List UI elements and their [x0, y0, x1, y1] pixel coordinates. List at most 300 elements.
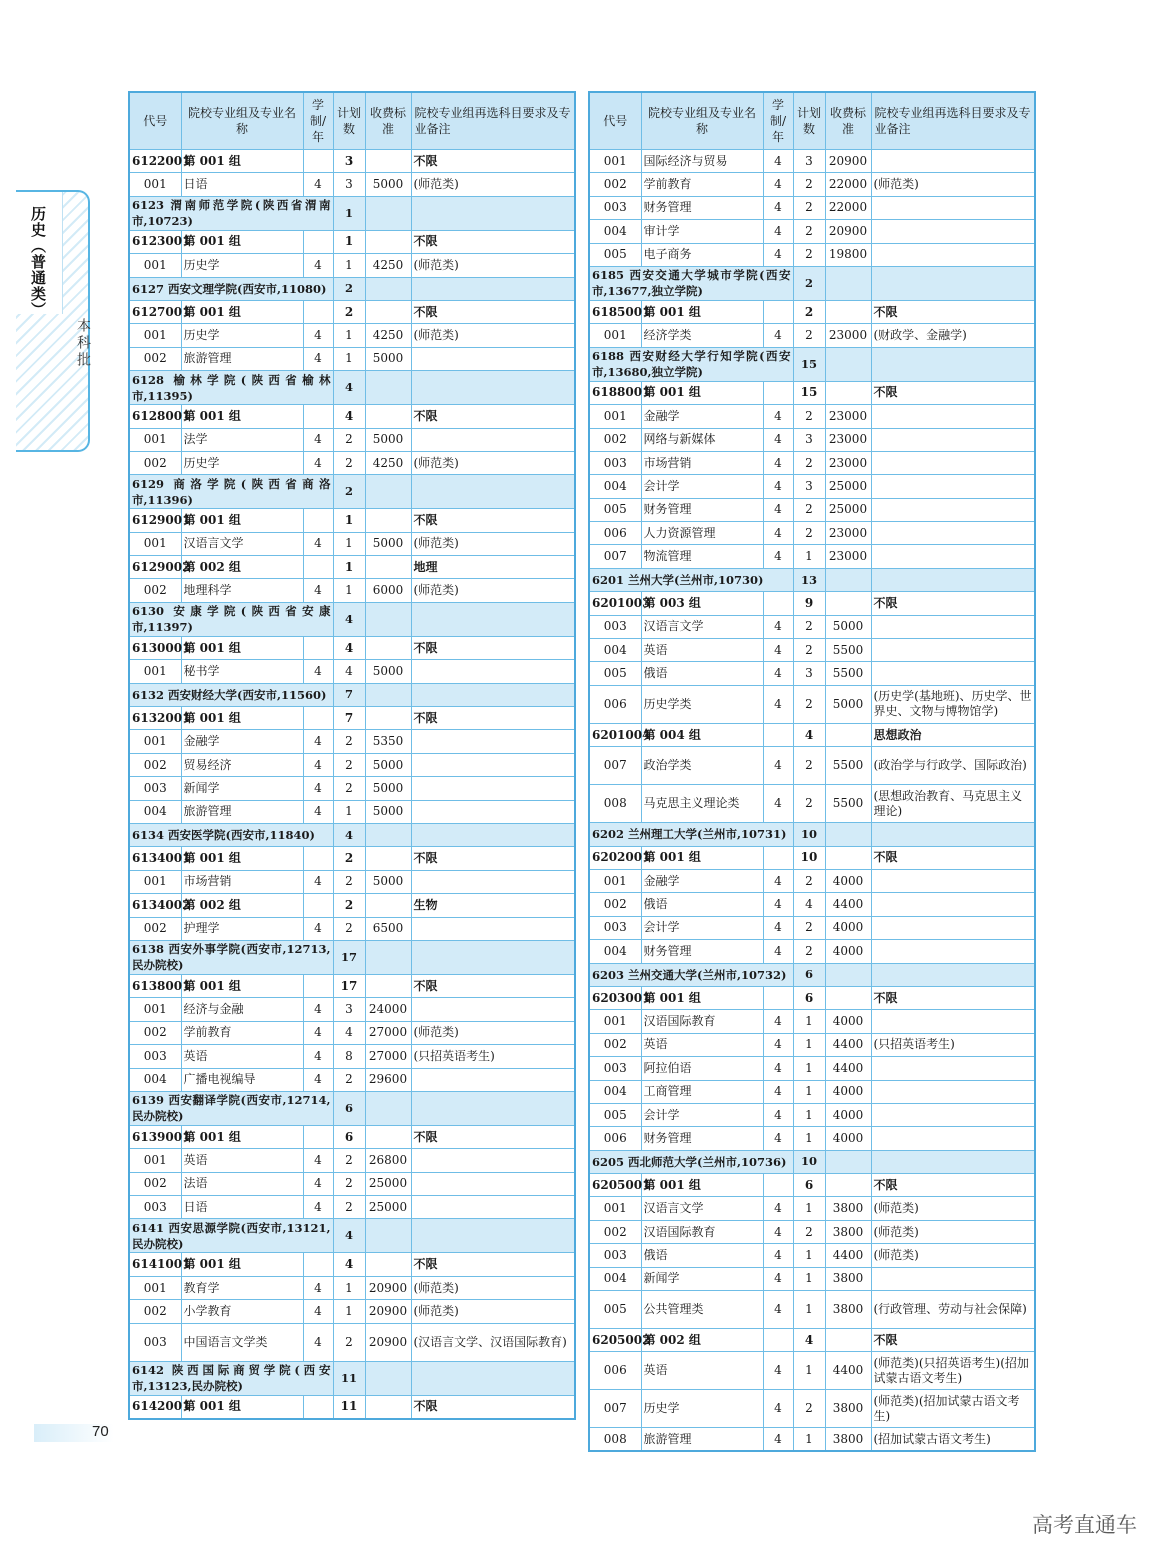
name-cell: 金融学 — [641, 869, 763, 892]
name-cell: 金融学 — [641, 405, 763, 428]
years-cell: 4 — [763, 615, 793, 638]
years-cell: 4 — [763, 869, 793, 892]
years-cell: 4 — [303, 730, 333, 753]
major-row — [129, 1021, 575, 1044]
fee-cell — [365, 1091, 411, 1125]
plan-cell: 2 — [793, 243, 825, 266]
note-cell — [411, 998, 575, 1021]
major-row — [129, 324, 575, 347]
major-row — [589, 1010, 1035, 1033]
plan-cell: 2 — [793, 300, 825, 323]
plan-cell: 1 — [333, 556, 365, 579]
plan-cell: 4 — [333, 405, 365, 428]
code-cell: 003 — [589, 1057, 641, 1080]
name-cell: 俄语 — [641, 1244, 763, 1267]
code-cell: 005 — [589, 1291, 641, 1329]
institution-name: 6132 西安财经大学(西安市,11560) — [129, 683, 333, 706]
plan-cell: 2 — [793, 615, 825, 638]
years-cell — [763, 723, 793, 746]
name-cell: 审计学 — [641, 220, 763, 243]
major-row — [589, 685, 1035, 723]
plan-count: 11 — [333, 1361, 365, 1395]
institution-row — [129, 602, 575, 636]
years-cell: 4 — [763, 522, 793, 545]
plan-cell: 2 — [793, 916, 825, 939]
name-cell: 财务管理 — [641, 1127, 763, 1150]
plan-cell: 2 — [793, 451, 825, 474]
plan-count: 4 — [333, 602, 365, 636]
plan-cell: 1 — [333, 1300, 365, 1323]
code-cell: 001 — [129, 324, 181, 347]
institution-row — [129, 277, 575, 300]
years-cell: 4 — [303, 1172, 333, 1195]
name-cell: 汉语国际教育 — [641, 1010, 763, 1033]
name-cell: 人力资源管理 — [641, 522, 763, 545]
major-row — [129, 1045, 575, 1068]
plan-cell: 2 — [793, 196, 825, 219]
years-cell: 4 — [763, 1197, 793, 1220]
note-cell — [871, 869, 1035, 892]
institution-name: 6203 兰州交通大学(兰州市,10732) — [589, 963, 793, 986]
code-cell: 008 — [589, 785, 641, 823]
plan-cell: 1 — [333, 579, 365, 602]
years-cell: 4 — [763, 662, 793, 685]
code-cell: 6138001 — [129, 974, 181, 997]
years-cell: 4 — [303, 324, 333, 347]
fee-cell: 5000 — [365, 173, 411, 196]
code-cell: 6202001 — [589, 846, 641, 869]
fee-cell: 3800 — [825, 1291, 871, 1329]
major-row — [589, 1127, 1035, 1150]
plan-cell: 2 — [333, 1149, 365, 1172]
name-cell: 法学 — [181, 428, 303, 451]
note-cell — [411, 870, 575, 893]
plan-cell: 4 — [333, 1253, 365, 1276]
years-cell: 4 — [303, 777, 333, 800]
plan-cell: 2 — [793, 522, 825, 545]
plan-count: 15 — [793, 347, 825, 381]
code-cell: 007 — [589, 545, 641, 568]
note-cell — [871, 893, 1035, 916]
plan-cell: 2 — [793, 869, 825, 892]
code-cell: 006 — [589, 1352, 641, 1390]
fee-cell: 4000 — [825, 1103, 871, 1126]
name-cell: 日语 — [181, 1196, 303, 1219]
years-cell: 4 — [303, 532, 333, 555]
code-cell: 001 — [589, 324, 641, 347]
name-cell: 第 001 组 — [181, 707, 303, 730]
note-cell: 不限 — [871, 1329, 1035, 1352]
note-cell: (只招英语考生) — [871, 1033, 1035, 1056]
plan-cell: 3 — [333, 173, 365, 196]
code-cell: 005 — [589, 1103, 641, 1126]
note-cell — [411, 1196, 575, 1219]
years-cell: 4 — [763, 685, 793, 723]
note-cell: (政治学与行政学、国际政治) — [871, 747, 1035, 785]
group-row — [129, 230, 575, 253]
years-cell — [763, 1174, 793, 1197]
major-row — [129, 1300, 575, 1323]
major-row — [589, 1057, 1035, 1080]
note-cell — [411, 683, 575, 706]
fee-cell: 5000 — [365, 660, 411, 683]
years-cell — [303, 230, 333, 253]
code-cell: 002 — [589, 1033, 641, 1056]
fee-cell — [365, 894, 411, 917]
group-row — [589, 846, 1035, 869]
group-row — [129, 509, 575, 532]
major-row — [129, 173, 575, 196]
note-cell: (财政学、金融学) — [871, 324, 1035, 347]
name-cell: 英语 — [641, 1033, 763, 1056]
plan-count: 2 — [793, 266, 825, 300]
name-cell: 会计学 — [641, 1103, 763, 1126]
fee-cell: 3800 — [825, 1220, 871, 1243]
name-cell: 历史学 — [641, 1390, 763, 1428]
years-cell: 4 — [763, 498, 793, 521]
years-cell: 4 — [303, 1300, 333, 1323]
years-cell: 4 — [763, 150, 793, 173]
plan-count: 4 — [333, 823, 365, 846]
years-cell — [303, 509, 333, 532]
code-cell: 001 — [589, 405, 641, 428]
fee-cell: 29600 — [365, 1068, 411, 1091]
years-cell: 4 — [303, 870, 333, 893]
plan-count: 10 — [793, 823, 825, 846]
name-cell: 第 004 组 — [641, 723, 763, 746]
fee-cell: 4250 — [365, 324, 411, 347]
header-name: 院校专业组及专业名称 — [641, 92, 763, 150]
name-cell: 贸易经济 — [181, 753, 303, 776]
major-row — [589, 545, 1035, 568]
header-plan: 计划数 — [333, 92, 365, 150]
code-cell: 003 — [589, 615, 641, 638]
header-name: 院校专业组及专业名称 — [181, 92, 303, 150]
code-cell: 002 — [129, 451, 181, 474]
major-row — [589, 1103, 1035, 1126]
note-cell — [411, 1219, 575, 1253]
code-cell: 001 — [129, 660, 181, 683]
years-cell: 4 — [763, 1291, 793, 1329]
years-cell: 4 — [763, 1390, 793, 1428]
plan-cell: 6 — [793, 986, 825, 1009]
name-cell: 第 001 组 — [641, 300, 763, 323]
fee-cell: 3800 — [825, 1390, 871, 1428]
years-cell: 4 — [303, 1276, 333, 1299]
fee-cell: 23000 — [825, 324, 871, 347]
institution-row — [129, 1219, 575, 1253]
fee-cell: 4400 — [825, 1352, 871, 1390]
name-cell: 网络与新媒体 — [641, 428, 763, 451]
note-cell: (师范类) — [411, 451, 575, 474]
plan-cell: 2 — [333, 1172, 365, 1195]
fee-cell: 5000 — [825, 685, 871, 723]
fee-cell: 3800 — [825, 1267, 871, 1290]
note-cell — [871, 1010, 1035, 1033]
years-cell: 4 — [763, 324, 793, 347]
years-cell: 4 — [763, 1010, 793, 1033]
plan-cell: 2 — [793, 173, 825, 196]
years-cell — [763, 300, 793, 323]
plan-cell: 3 — [333, 150, 365, 173]
institution-row — [589, 347, 1035, 381]
years-cell: 4 — [303, 173, 333, 196]
plan-count: 4 — [333, 371, 365, 405]
note-cell: 不限 — [411, 1125, 575, 1148]
major-row — [129, 753, 575, 776]
plan-cell: 2 — [333, 1196, 365, 1219]
major-row — [589, 1033, 1035, 1056]
major-row — [589, 1244, 1035, 1267]
group-row — [589, 300, 1035, 323]
major-row — [129, 579, 575, 602]
name-cell: 第 002 组 — [641, 1329, 763, 1352]
institution-name: 6142 陕西国际商贸学院(西安市,13123,民办院校) — [129, 1361, 333, 1395]
fee-cell: 26800 — [365, 1149, 411, 1172]
plan-count: 4 — [333, 1219, 365, 1253]
fee-cell: 27000 — [365, 1021, 411, 1044]
fee-cell: 4400 — [825, 1244, 871, 1267]
major-row — [129, 1068, 575, 1091]
years-cell: 4 — [763, 173, 793, 196]
years-cell: 4 — [303, 254, 333, 277]
group-row — [589, 1174, 1035, 1197]
institution-row — [129, 1091, 575, 1125]
fee-cell: 25000 — [825, 498, 871, 521]
fee-cell — [365, 1219, 411, 1253]
code-cell: 001 — [129, 173, 181, 196]
note-cell — [411, 196, 575, 230]
group-row — [589, 986, 1035, 1009]
code-cell: 6205002 — [589, 1329, 641, 1352]
note-cell: (招加试蒙古语文考生) — [871, 1428, 1035, 1451]
years-cell: 4 — [303, 753, 333, 776]
name-cell: 汉语言文学 — [181, 532, 303, 555]
fee-cell: 5000 — [365, 532, 411, 555]
plan-count: 1 — [333, 196, 365, 230]
note-cell: (师范类) — [411, 173, 575, 196]
years-cell: 4 — [763, 475, 793, 498]
fee-cell — [365, 974, 411, 997]
note-cell: 不限 — [411, 230, 575, 253]
code-cell: 001 — [129, 870, 181, 893]
code-cell: 005 — [589, 498, 641, 521]
note-cell: 不限 — [411, 150, 575, 173]
name-cell: 财务管理 — [641, 196, 763, 219]
code-cell: 006 — [589, 685, 641, 723]
fee-cell: 6000 — [365, 579, 411, 602]
note-cell — [411, 347, 575, 370]
plan-cell: 15 — [793, 381, 825, 404]
fee-cell: 20900 — [825, 220, 871, 243]
header-years: 学制/年 — [763, 92, 793, 150]
fee-cell: 5000 — [365, 777, 411, 800]
note-cell — [871, 545, 1035, 568]
fee-cell: 25000 — [365, 1196, 411, 1219]
fee-cell: 23000 — [825, 522, 871, 545]
institution-name: 6205 西北师范大学(兰州市,10736) — [589, 1150, 793, 1173]
note-cell: 不限 — [411, 847, 575, 870]
plan-cell: 1 — [793, 1010, 825, 1033]
name-cell: 电子商务 — [641, 243, 763, 266]
plan-cell: 2 — [333, 1068, 365, 1091]
major-row — [589, 475, 1035, 498]
years-cell: 4 — [303, 1068, 333, 1091]
institution-row — [589, 1150, 1035, 1173]
plan-cell: 2 — [793, 940, 825, 963]
code-cell: 004 — [589, 940, 641, 963]
years-cell — [303, 556, 333, 579]
note-cell: 地理 — [411, 556, 575, 579]
name-cell: 英语 — [641, 1352, 763, 1390]
institution-name: 6201 兰州大学(兰州市,10730) — [589, 568, 793, 591]
fee-cell — [825, 381, 871, 404]
code-cell: 002 — [129, 347, 181, 370]
note-cell — [871, 150, 1035, 173]
institution-name: 6130 安康学院(陕西省安康市,11397) — [129, 602, 333, 636]
major-row — [589, 1197, 1035, 1220]
code-cell: 6127001 — [129, 300, 181, 323]
fee-cell — [365, 683, 411, 706]
code-cell: 001 — [129, 1149, 181, 1172]
plan-cell: 2 — [333, 730, 365, 753]
years-cell: 4 — [763, 1033, 793, 1056]
header-fee: 收费标准 — [365, 92, 411, 150]
note-cell — [871, 916, 1035, 939]
plan-cell: 2 — [333, 753, 365, 776]
plan-cell: 2 — [793, 498, 825, 521]
institution-row — [129, 823, 575, 846]
fee-cell — [825, 723, 871, 746]
fee-cell: 5500 — [825, 747, 871, 785]
note-cell — [871, 475, 1035, 498]
note-cell: (师范类) — [411, 1300, 575, 1323]
code-cell: 002 — [129, 917, 181, 940]
note-cell — [411, 777, 575, 800]
code-cell: 002 — [129, 1300, 181, 1323]
years-cell — [303, 974, 333, 997]
code-cell: 003 — [129, 777, 181, 800]
plan-cell: 2 — [793, 685, 825, 723]
institution-name: 6134 西安医学院(西安市,11840) — [129, 823, 333, 846]
note-cell — [411, 940, 575, 974]
name-cell: 政治学类 — [641, 747, 763, 785]
code-cell: 003 — [129, 1323, 181, 1361]
note-cell — [411, 917, 575, 940]
note-cell — [871, 1127, 1035, 1150]
code-cell: 003 — [589, 451, 641, 474]
note-cell — [871, 963, 1035, 986]
major-row — [129, 428, 575, 451]
name-cell: 俄语 — [641, 662, 763, 685]
note-cell: (思想政治教育、马克思主义理论) — [871, 785, 1035, 823]
fee-cell — [365, 371, 411, 405]
code-cell: 6123001 — [129, 230, 181, 253]
fee-cell: 23000 — [825, 428, 871, 451]
note-cell — [411, 1361, 575, 1395]
name-cell: 第 001 组 — [641, 846, 763, 869]
institution-row — [129, 1361, 575, 1395]
fee-cell: 4000 — [825, 1127, 871, 1150]
name-cell: 护理学 — [181, 917, 303, 940]
years-cell: 4 — [303, 998, 333, 1021]
plan-cell: 4 — [333, 1021, 365, 1044]
institution-row — [129, 475, 575, 509]
institution-row — [589, 266, 1035, 300]
name-cell: 第 001 组 — [181, 300, 303, 323]
name-cell: 小学教育 — [181, 1300, 303, 1323]
fee-cell — [365, 475, 411, 509]
code-cell: 6205001 — [589, 1174, 641, 1197]
note-cell: (师范类)(招加试蒙古语文考生) — [871, 1390, 1035, 1428]
fee-cell: 4000 — [825, 869, 871, 892]
code-cell: 001 — [589, 150, 641, 173]
code-cell: 003 — [129, 1045, 181, 1068]
years-cell: 4 — [763, 747, 793, 785]
fee-cell — [365, 940, 411, 974]
note-cell: 不限 — [871, 381, 1035, 404]
code-cell: 002 — [129, 753, 181, 776]
group-row — [129, 974, 575, 997]
plan-cell: 9 — [793, 592, 825, 615]
fee-cell: 23000 — [825, 405, 871, 428]
code-cell: 003 — [589, 196, 641, 219]
plan-cell: 1 — [333, 1276, 365, 1299]
fee-cell: 3800 — [825, 1197, 871, 1220]
years-cell: 4 — [763, 1352, 793, 1390]
major-row — [589, 220, 1035, 243]
code-cell: 005 — [589, 662, 641, 685]
plan-cell: 1 — [793, 1033, 825, 1056]
major-row — [589, 940, 1035, 963]
plan-cell: 2 — [333, 300, 365, 323]
name-cell: 公共管理类 — [641, 1291, 763, 1329]
code-cell: 001 — [129, 1276, 181, 1299]
code-cell: 006 — [589, 522, 641, 545]
name-cell: 第 001 组 — [181, 150, 303, 173]
fee-cell — [365, 405, 411, 428]
fee-cell — [365, 556, 411, 579]
code-cell: 007 — [589, 1390, 641, 1428]
code-cell: 004 — [129, 800, 181, 823]
major-row — [589, 173, 1035, 196]
plan-cell: 3 — [793, 150, 825, 173]
note-cell — [871, 266, 1035, 300]
group-row — [129, 556, 575, 579]
header-code: 代号 — [589, 92, 641, 150]
note-cell: (师范类) — [871, 1220, 1035, 1243]
code-cell: 6132001 — [129, 707, 181, 730]
fee-cell: 20900 — [825, 150, 871, 173]
fee-cell: 4250 — [365, 451, 411, 474]
plan-cell: 2 — [333, 847, 365, 870]
years-cell — [303, 150, 333, 173]
code-cell: 001 — [589, 869, 641, 892]
name-cell: 第 001 组 — [181, 1395, 303, 1418]
plan-cell: 11 — [333, 1395, 365, 1418]
major-row — [589, 1390, 1035, 1428]
major-row — [129, 1196, 575, 1219]
fee-cell: 23000 — [825, 545, 871, 568]
group-row — [129, 1125, 575, 1148]
institution-row — [589, 963, 1035, 986]
plan-cell: 1 — [333, 254, 365, 277]
name-cell: 第 001 组 — [181, 974, 303, 997]
years-cell: 4 — [763, 916, 793, 939]
plan-cell: 1 — [793, 1103, 825, 1126]
code-cell: 004 — [589, 220, 641, 243]
code-cell: 6129002 — [129, 556, 181, 579]
